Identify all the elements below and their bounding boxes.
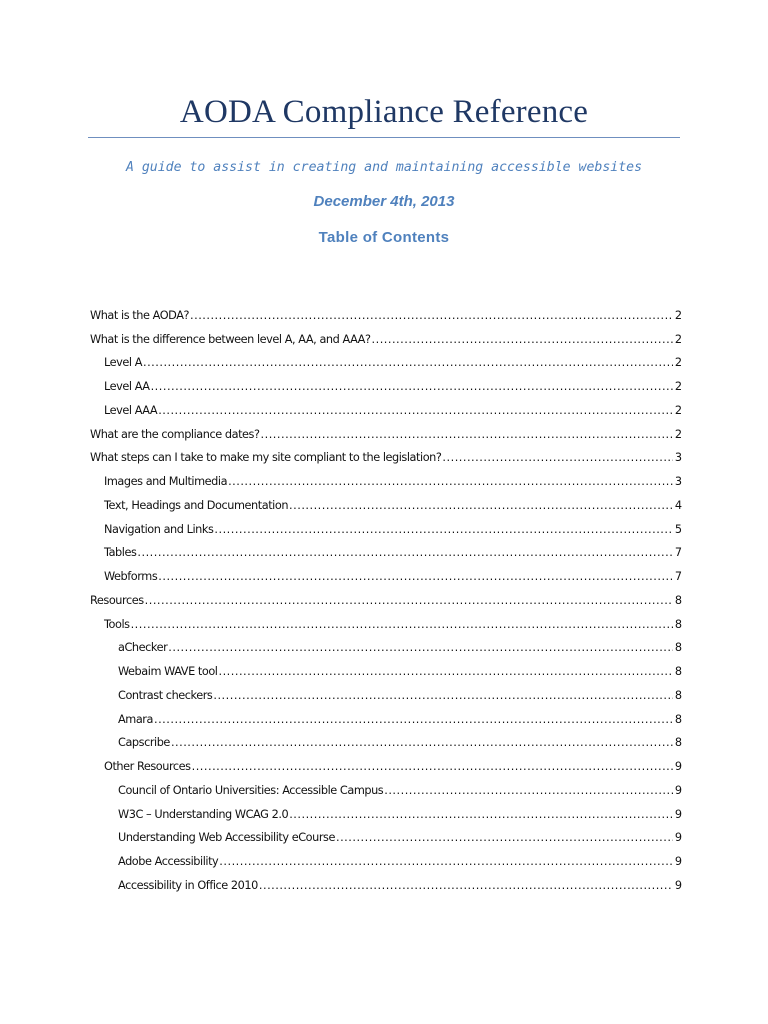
- toc-entry[interactable]: [90, 656, 682, 680]
- toc-entry-label[interactable]: Images and Multimedia: [104, 475, 228, 488]
- toc-dot-leader: [219, 854, 673, 870]
- toc-page-number: 9: [674, 783, 682, 797]
- toc-entry-label[interactable]: Resources: [90, 593, 144, 607]
- toc-page-number: 8: [674, 712, 682, 726]
- toc-entry[interactable]: [90, 585, 682, 609]
- toc-page-number: 8: [674, 617, 682, 631]
- toc-page-number: 8: [674, 593, 682, 607]
- toc-entry[interactable]: [90, 348, 682, 372]
- toc-entry-label[interactable]: aChecker: [118, 641, 168, 655]
- toc-entry[interactable]: [90, 751, 682, 775]
- toc-dot-leader: [143, 355, 673, 371]
- toc-page-number: 2: [674, 380, 682, 393]
- toc-page-number: 8: [674, 665, 682, 678]
- toc-dot-leader: [168, 640, 673, 656]
- toc-entry-label[interactable]: Contrast checkers: [118, 688, 213, 702]
- toc-dot-leader: [336, 830, 673, 846]
- toc-dot-leader: [213, 688, 672, 704]
- toc-entry-label[interactable]: What steps can I take to make my site compliant to the legislation?: [90, 451, 442, 465]
- toc-dot-leader: [289, 807, 673, 823]
- toc-dot-leader: [137, 545, 672, 561]
- toc-page-number: 5: [674, 522, 682, 536]
- toc-page-number: 7: [674, 570, 682, 583]
- toc-dot-leader: [219, 664, 673, 680]
- toc-page-number: 2: [674, 332, 682, 346]
- toc-page-number: 9: [674, 831, 682, 845]
- toc-entry[interactable]: [90, 514, 682, 538]
- toc-dot-leader: [384, 783, 673, 799]
- toc-page-number: 9: [674, 760, 682, 773]
- toc-entry-label[interactable]: Text, Headings and Documentation: [104, 498, 289, 512]
- toc-page-number: 9: [674, 807, 682, 821]
- toc-page-number: 3: [674, 451, 682, 465]
- toc-entry[interactable]: [90, 704, 682, 728]
- toc-entry[interactable]: [90, 466, 682, 490]
- toc-dot-leader: [442, 450, 672, 466]
- toc-dot-leader: [131, 617, 673, 633]
- toc-dot-leader: [261, 427, 673, 443]
- toc-page-number: 9: [674, 855, 682, 868]
- toc-dot-leader: [151, 379, 673, 395]
- toc-entry[interactable]: [90, 538, 682, 562]
- toc-entry[interactable]: [90, 680, 682, 704]
- title-divider: [88, 137, 680, 138]
- toc-entry[interactable]: [90, 728, 682, 752]
- toc-dot-leader: [158, 403, 673, 419]
- toc-entry[interactable]: [90, 609, 682, 633]
- toc-entry[interactable]: [90, 799, 682, 823]
- toc-entry-label[interactable]: Level A: [104, 356, 142, 370]
- toc-entry[interactable]: [90, 419, 682, 443]
- toc-entry[interactable]: [90, 371, 682, 395]
- document-title: AODA Compliance Reference: [179, 94, 589, 130]
- toc-entry-label[interactable]: What is the AODA?: [90, 308, 190, 322]
- toc-dot-leader: [145, 593, 673, 609]
- toc-dot-leader: [372, 332, 673, 348]
- toc-page-number: 4: [674, 498, 682, 512]
- toc-entry[interactable]: [90, 443, 682, 467]
- toc-page-number: 7: [674, 546, 682, 560]
- toc-dot-leader: [214, 522, 672, 538]
- toc-entry-label[interactable]: Council of Ontario Universities: Accessible Campus: [118, 783, 384, 797]
- document-date: December 4th, 2013: [313, 193, 455, 210]
- toc-entry[interactable]: [90, 870, 682, 894]
- toc-entry[interactable]: [90, 561, 682, 585]
- toc-dot-leader: [192, 759, 673, 775]
- document-subtitle: A guide to assist in creating and maintaining accessible websites: [125, 160, 643, 175]
- toc-page-number: 8: [674, 688, 682, 702]
- toc-page-number: 2: [674, 308, 682, 322]
- toc-entry[interactable]: [90, 823, 682, 847]
- toc-entry-label[interactable]: Navigation and Links: [104, 522, 214, 536]
- toc-dot-leader: [158, 569, 673, 585]
- toc-entry-label[interactable]: What are the compliance dates?: [90, 427, 260, 441]
- toc-page-number: 9: [674, 878, 682, 892]
- toc-entry-label[interactable]: Webforms: [104, 570, 158, 583]
- toc-dot-leader: [289, 498, 673, 514]
- toc-entry[interactable]: [90, 300, 682, 324]
- toc-entry[interactable]: [90, 490, 682, 514]
- toc-entry-label[interactable]: Amara: [118, 712, 153, 726]
- toc-dot-leader: [259, 878, 673, 894]
- toc-entry-label[interactable]: Accessibility in Office 2010: [118, 878, 258, 892]
- toc-dot-leader: [190, 308, 673, 324]
- toc-entry[interactable]: [90, 324, 682, 348]
- toc-page-number: 2: [674, 356, 682, 370]
- toc-entry-label[interactable]: Capscribe: [118, 736, 170, 750]
- toc-entry-label[interactable]: What is the difference between level A, AA, and AAA?: [90, 332, 371, 346]
- toc-entry-label[interactable]: Other Resources: [104, 760, 191, 773]
- toc-entry-label[interactable]: W3C – Understanding WCAG 2.0: [118, 807, 289, 821]
- toc-entry-label[interactable]: Level AA: [104, 380, 150, 393]
- toc-entry[interactable]: [90, 775, 682, 799]
- table-of-contents: [90, 300, 682, 894]
- toc-entry-label[interactable]: Understanding Web Accessibility eCourse: [118, 831, 335, 845]
- toc-heading: Table of Contents: [318, 229, 450, 246]
- toc-page-number: 3: [674, 475, 682, 488]
- toc-entry-label[interactable]: Adobe Accessibility: [118, 855, 219, 868]
- toc-entry[interactable]: [90, 395, 682, 419]
- toc-entry[interactable]: [90, 633, 682, 657]
- toc-page-number: 2: [674, 403, 682, 417]
- toc-dot-leader: [154, 712, 673, 728]
- toc-entry[interactable]: [90, 846, 682, 870]
- toc-dot-leader: [171, 735, 673, 751]
- toc-page-number: 8: [674, 736, 682, 750]
- toc-entry-label[interactable]: Tools: [104, 617, 130, 631]
- toc-page-number: 2: [674, 427, 682, 441]
- toc-entry-label[interactable]: Tables: [104, 546, 137, 560]
- toc-entry-label[interactable]: Level AAA: [104, 403, 158, 417]
- toc-entry-label[interactable]: Webaim WAVE tool: [118, 665, 218, 678]
- toc-page-number: 8: [674, 641, 682, 655]
- toc-dot-leader: [228, 474, 673, 490]
